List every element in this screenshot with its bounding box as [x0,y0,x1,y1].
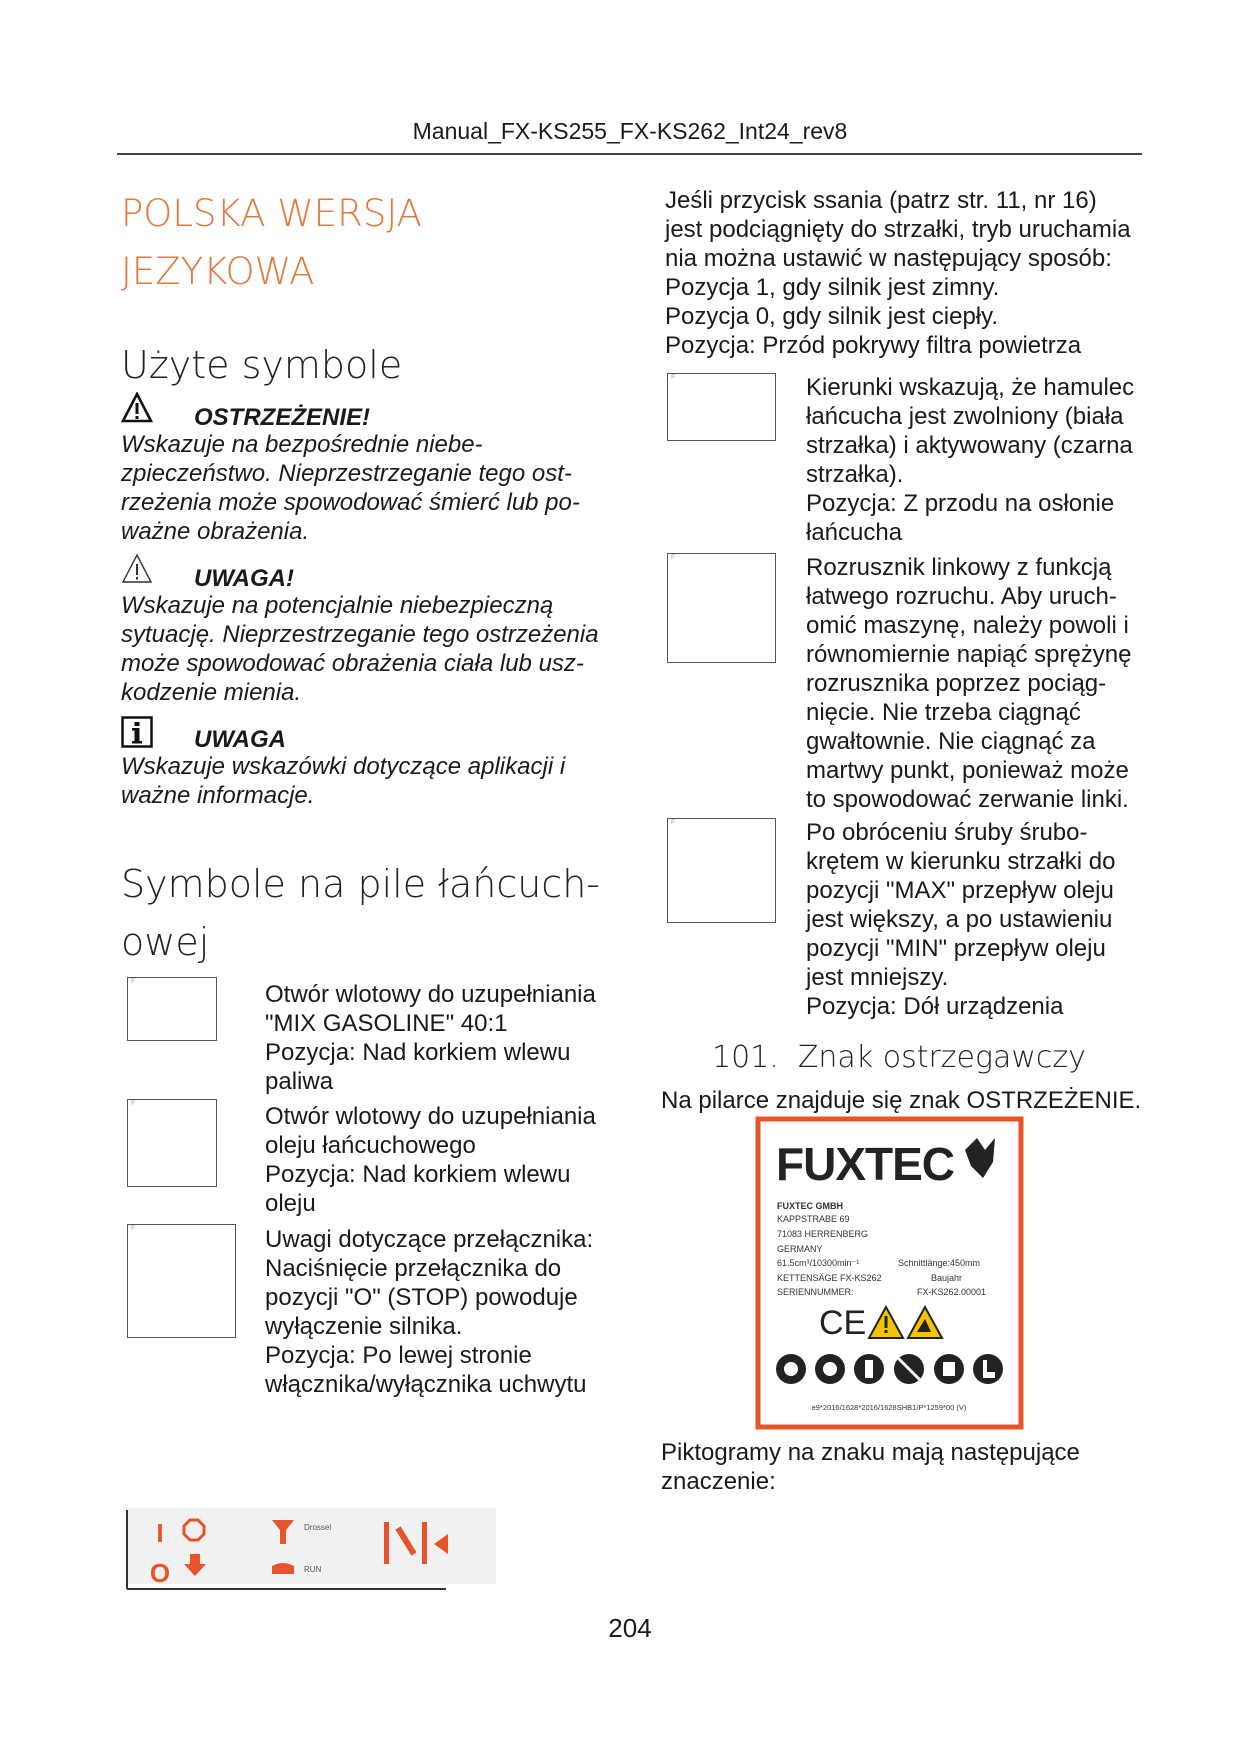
text-line: Rozrusznik linkowy z funkcją [806,554,1112,581]
text-line: Pozycja 1, gdy silnik jest zimny. [665,274,1000,301]
warning-triangle-icon [121,392,153,424]
text-line: Kierunki wskazują, że hamulec [806,374,1135,401]
document-id: Manual_FX-KS255_FX-KS262_Int24_rev8 [412,118,848,144]
text-line: Wskazuje na bezpośrednie niebe- [121,431,483,458]
off-symbol: O [149,1558,171,1588]
text-line: krętem w kierunku strzałki do [806,848,1116,875]
text-line: Pozycja: Dół urządzenia [806,993,1064,1020]
text-line: gwałtownie. Nie ciągnąć za [806,728,1096,755]
heading-line: Symbole na pile łańcuch- [121,862,600,906]
label-street: KAPPSTRABE 69 [777,1214,850,1224]
text-line: Pozycja: Przód pokrywy filtra powietrza [665,332,1082,359]
info-icon [121,716,153,748]
chain-brake-description [806,373,1134,547]
page-number: 204 [608,1613,652,1643]
text-line: Uwagi dotyczące przełącznika: [265,1226,594,1253]
warning-sign-intro: Na pilarce znajduje się znak OSTRZEŻENIE. [661,1087,1142,1114]
text-line: Otwór wlotowy do uzupełniania [265,981,596,1008]
text-line: strzałka). [806,461,904,488]
caution-text [121,591,613,707]
text-line: nia można ustawić w następujący sposób: [665,245,1112,272]
text-line: może spowodować obrażenia ciała lub usz- [121,650,584,677]
label-serial-label: SERIENNUMMER: [777,1287,854,1297]
text-line: paliwa [265,1068,334,1095]
approval-number: e9*2016/1628*2016/1628SHB1/P*1259*00 (V) [811,1403,967,1412]
ce-mark: CE [819,1304,867,1342]
text-line: łatwego rozruchu. Aby uruch- [806,583,1117,610]
warning-label: OSTRZEŻENIE! [194,404,371,431]
boots-icon [973,1354,1003,1384]
text-line: Piktogramy na znaku mają następujące [661,1439,1080,1466]
text-line: kodzenie mienia. [121,679,302,706]
label-city: 71083 HERRENBERG [777,1229,869,1239]
label-country: GERMANY [777,1244,823,1254]
text-line: nięcie. Nie trzeba ciągnąć [806,699,1081,726]
label-company: FUXTEC GMBH [777,1201,843,1211]
text-line: zpieczeństwo. Nieprzestrzeganie tego ost- [121,460,572,487]
text-line: rzeżenia może spowodować śmierć lub po- [121,489,580,516]
label-model: KETTENSÄGE FX-KS262 [777,1273,882,1283]
text-line: włącznika/wyłącznika uchwytu [265,1371,587,1398]
text-line: ważne informacje. [121,782,315,809]
oil-symbol-image [127,1099,217,1187]
label-serial: FX-KS262.00001 [917,1287,987,1297]
text-line: pozycji "O" (STOP) powoduje [265,1284,578,1311]
caution-triangle-icon [121,553,153,585]
text-line: "MIX GASOLINE" 40:1 [265,1010,508,1037]
text-line: jest mniejszy. [806,964,949,991]
text-line: sytuację. Nieprzestrzeganie tego ostrzeżenia [121,621,599,648]
oil-flow-symbol-image [667,818,776,923]
starter-description [806,553,1132,814]
warning-sign-heading: 101. Znak ostrzegawczy [712,1040,1086,1075]
run-icon [272,1563,294,1574]
text-line: Pozycja: Nad korkiem wlewu [265,1039,571,1066]
text-line: omić maszynę, należy powoli i [806,612,1129,639]
text-line: pozycji "MAX" przepływ oleju [806,877,1114,904]
switch-symbol-description [265,1225,593,1399]
section-title-line: POLSKA WERSJA [121,192,422,235]
fuxtec-rating-label [755,1116,1024,1430]
text-line: strzałka) i aktywowany (czarna [806,432,1133,459]
text-line: jest większy, a po ustawieniu [806,906,1113,933]
text-line: Otwór wlotowy do uzupełniania [265,1103,596,1130]
label-year: Baujahr [931,1273,963,1283]
fuel-symbol-description [265,980,596,1096]
pictograms-outro [661,1438,1080,1496]
choke-label: Drossel [304,1523,332,1532]
text-line: Pozycja: Nad korkiem wlewu [265,1161,571,1188]
switch-panel-graphic [126,1508,496,1590]
header-divider [117,153,1142,155]
label-displacement: 61.5cm³/10300min⁻¹ [777,1258,860,1268]
text-line: Wskazuje wskazówki dotyczące aplikacji i [121,753,566,780]
switch-symbol-image [127,1224,236,1338]
text-line: pozycji "MIN" przepływ oleju [806,935,1106,962]
info-label: UWAGA [194,726,286,753]
text-line: Wskazuje na potencjalnie niebezpieczną [121,592,554,619]
text-line: Pozycja: Po lewej stronie [265,1342,532,1369]
text-line: to spowodować zerwanie linki. [806,786,1129,813]
text-line: Pozycja 0, gdy silnik jest ciepły. [665,303,999,330]
text-line: ważne obrażenia. [121,518,310,545]
text-line: Po obróceniu śruby śrubo- [806,819,1088,846]
text-line: Pozycja: Z przodu na osłonie [806,490,1115,517]
oil-symbol-description [265,1102,596,1218]
text-line: znaczenie: [661,1468,776,1495]
section-title-line: JEZYKOWA [121,250,315,293]
text-line: oleju [265,1190,316,1217]
section-title [121,185,422,301]
text-line: Naciśnięcie przełącznika do [265,1255,562,1282]
choke-intro [665,186,1131,360]
brand-logo: FUXTEC [776,1138,954,1190]
starter-symbol-image [667,553,776,663]
info-text [121,752,565,810]
chainsaw-symbols-heading [121,855,600,971]
chain-brake-symbol-image [667,373,776,441]
text-line: Jeśli przycisk ssania (patrz str. 11, nr 16) [665,187,1097,214]
label-bar-length: Schnittlänge:450mm [898,1258,981,1268]
text-line: wyłączenie silnika. [265,1313,463,1340]
text-line: rozrusznika poprzez pociąg- [806,670,1107,697]
text-line: jest podciągnięty do strzałki, tryb uruchamia [665,216,1131,243]
oil-flow-description [806,818,1115,1021]
warning-text [121,430,580,546]
text-line: oleju łańcuchowego [265,1132,476,1159]
fuel-symbol-image [127,977,217,1041]
text-line: martwy punkt, ponieważ może [806,757,1129,784]
text-line: równomiernie napiąć sprężynę [806,641,1132,668]
text-line: łańcucha jest zwolniony (biała [806,403,1124,430]
run-label: RUN [304,1565,322,1574]
text-line: łańcucha [806,519,903,546]
heading-line: owej [121,920,210,964]
symbols-heading: Użyte symbole [121,343,403,387]
on-symbol: I [156,1518,164,1548]
caution-label: UWAGA! [194,565,294,592]
